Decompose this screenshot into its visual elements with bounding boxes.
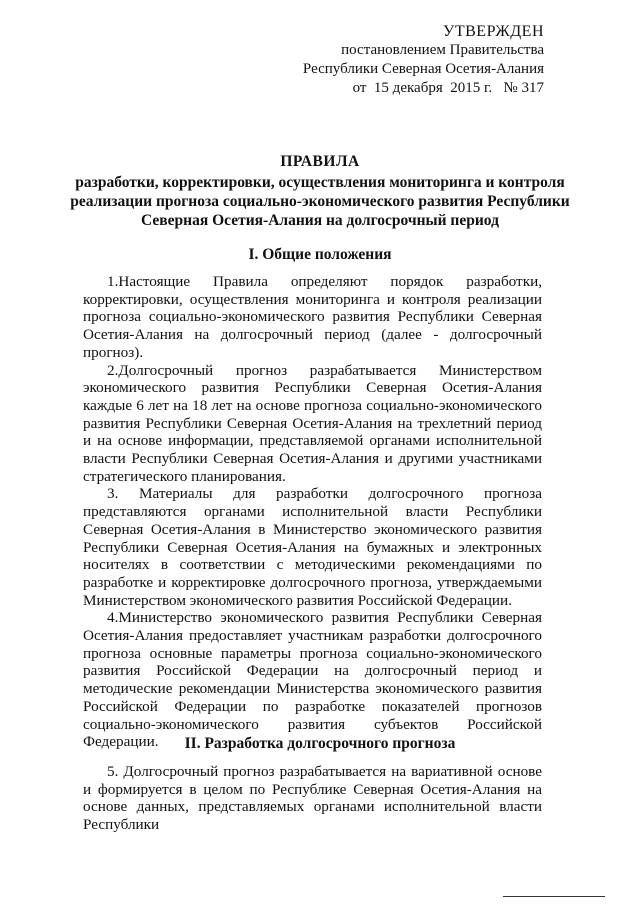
document-subtitle-line-1: разработки, корректировки, осуществления мониторинга и контроля xyxy=(75,174,565,191)
document-subtitle-line-3: Северная Осетия-Алания на долгосрочный период xyxy=(141,212,499,229)
paragraph-3: 3. Материалы для разработки долгосрочного прогноза представляются органами исполнительной власти Республики Северная Осетия-Алания в Министерство экономического развития Республики Северная Осетия-Алания на бумажных и электронных носителях в соответствии с методическими рекомендациями по разработке и корректировке долгосрочного прогноза, утверждаемыми Министерством экономического развития Российской Федерации. xyxy=(83,485,542,609)
document-title xyxy=(60,152,580,230)
paragraph-2: 2.Долгосрочный прогноз разрабатывается Министерством экономического развития Республики Северная Осетия-Алания каждые 6 лет на 18 лет на основе прогноза социально-экономического развития Республики Северная Осетия-Алания на трехлетний период и на основе информации, представляемой органами исполнительной власти Республики Северная Осетия-Алания и другими участниками стратегического планирования. xyxy=(83,361,542,485)
footer-rule xyxy=(503,896,605,897)
paragraph-4: 4.Министерство экономического развития Республики Северная Осетия-Алания предоставляет участникам разработки долгосрочного прогноза основные параметры прогноза социально-экономического развития Российской Федерации на долгосрочный период и методические рекомендации Министерства экономического развития Российской Федерации по разработке показателей прогнозов социально-экономического развития субъектов Российской Федерации. xyxy=(83,609,542,751)
document-subtitle-line-2: реализации прогноза социально-экономического развития Республики xyxy=(70,193,570,210)
section-heading-development: II. Разработка долгосрочного прогноза xyxy=(184,735,456,752)
approval-line-2: Республики Северная Осетия-Алания xyxy=(302,61,544,77)
approval-date-text: от 15 декабря 2015 г. № 317 xyxy=(352,80,544,96)
document-title-main: ПРАВИЛА xyxy=(280,153,360,170)
paragraph-1: 1.Настоящие Правила определяют порядок разработки, корректировки, осуществления мониторинга и контроля реализации прогноза социально-экономического развития Республики Северная Осетия-Алания на долгосрочный период (далее - долгосрочный прогноз). xyxy=(83,273,542,361)
paragraph-5: 5. Долгосрочный прогноз разрабатывается на вариативной основе и формируется в целом по Республике Северная Осетия-Алания на основе данных, представляемых органами исполнительной власти Республики xyxy=(83,763,542,834)
approval-stamp xyxy=(303,22,544,98)
section-body-general xyxy=(83,273,542,751)
approval-line-1: постановлением Правительства xyxy=(341,42,544,58)
section-body-development xyxy=(83,763,542,834)
approval-title: УТВЕРЖДЕН xyxy=(443,23,544,40)
section-heading-general: I. Общие положения xyxy=(248,246,392,263)
approval-date-line xyxy=(303,79,544,98)
